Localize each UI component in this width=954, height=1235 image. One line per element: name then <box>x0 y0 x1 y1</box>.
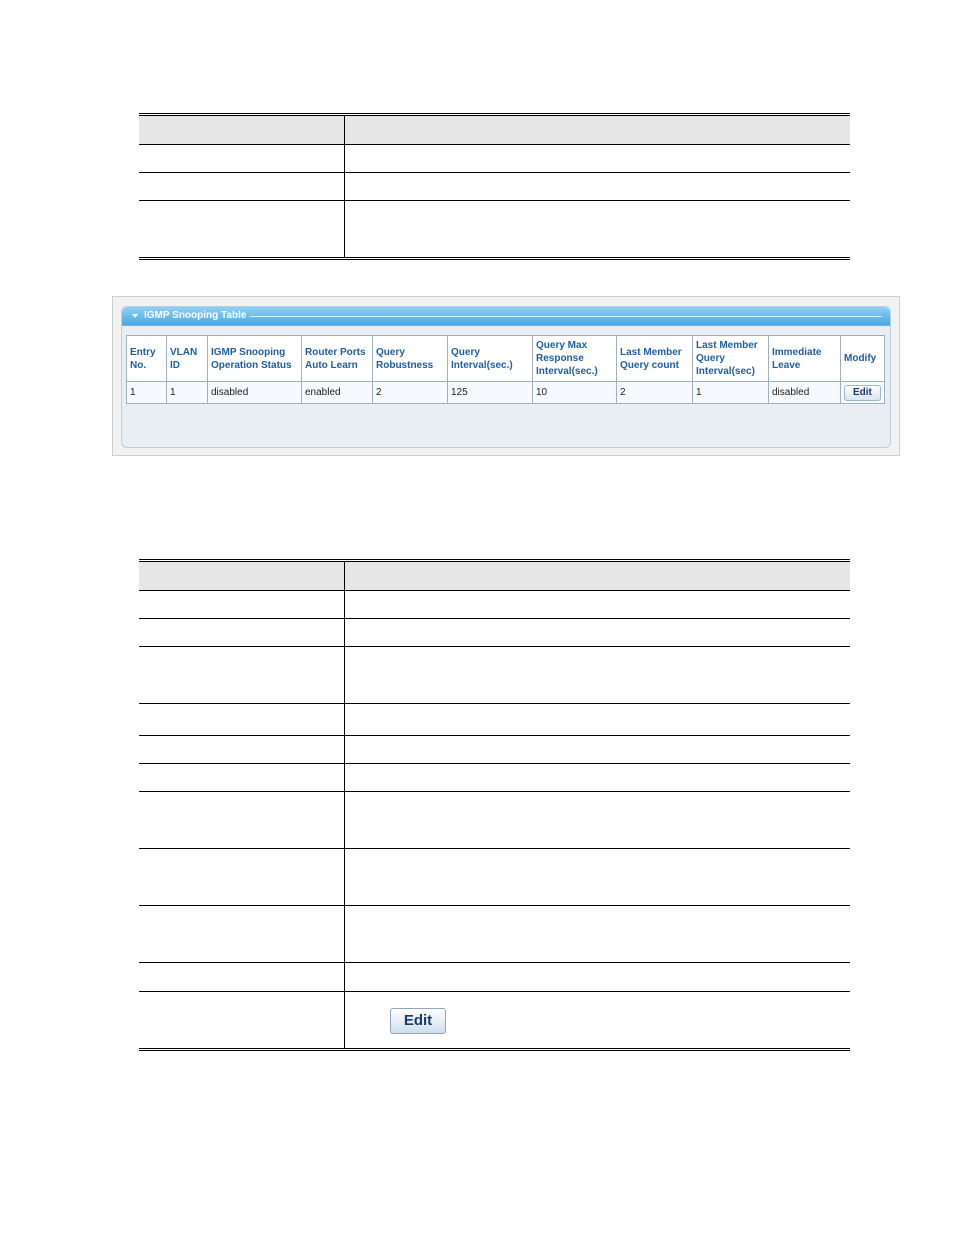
panel-header[interactable] <box>122 307 890 326</box>
col-vlan-id: VLAN ID <box>167 336 208 382</box>
table-row <box>127 382 885 404</box>
collapse-triangle-icon[interactable] <box>132 314 138 318</box>
header-cell-description <box>345 561 851 591</box>
bottom-description-table <box>139 559 850 1051</box>
col-entry-no: Entry No. <box>127 336 167 382</box>
table-row <box>139 704 850 736</box>
table-header-row <box>139 115 850 145</box>
table-row <box>139 849 850 906</box>
table-row <box>139 906 850 963</box>
table-row <box>139 201 850 259</box>
table-header-row <box>127 336 885 382</box>
cell-last-member-query-count: 2 <box>617 382 693 404</box>
table-row <box>139 145 850 173</box>
igmp-snooping-panel <box>112 296 900 456</box>
panel-title: IGMP Snooping Table <box>144 310 247 321</box>
edit-button-illustration: Edit <box>390 1008 446 1034</box>
col-query-max-response: Query Max Response Interval(sec.) <box>533 336 617 382</box>
cell-last-member-query-interval: 1 <box>693 382 769 404</box>
col-modify: Modify <box>841 336 885 382</box>
cell-query-robustness: 2 <box>373 382 448 404</box>
edit-button[interactable]: Edit <box>844 385 881 401</box>
header-cell-description <box>345 115 851 145</box>
cell-operation-status: disabled <box>208 382 302 404</box>
col-immediate-leave: Immediate Leave <box>769 336 841 382</box>
table-row <box>139 792 850 849</box>
table-row <box>139 764 850 792</box>
top-description-table <box>139 113 850 260</box>
header-cell-object <box>139 115 345 145</box>
col-query-interval: Query Interval(sec.) <box>448 336 533 382</box>
table-row <box>139 736 850 764</box>
table-row <box>139 647 850 704</box>
cell-query-interval: 125 <box>448 382 533 404</box>
cell-vlan-id: 1 <box>167 382 208 404</box>
table-row <box>139 963 850 992</box>
table-row <box>139 619 850 647</box>
table-header-row <box>139 561 850 591</box>
cell-immediate-leave: disabled <box>769 382 841 404</box>
table-row <box>139 173 850 201</box>
cell-router-ports-auto-learn: enabled <box>302 382 373 404</box>
col-router-ports-auto-learn: Router Ports Auto Learn <box>302 336 373 382</box>
col-last-member-query-count: Last Member Query count <box>617 336 693 382</box>
header-rule <box>250 316 882 317</box>
table-row <box>139 591 850 619</box>
header-cell-object <box>139 561 345 591</box>
igmp-snooping-table <box>126 335 885 404</box>
cell-modify <box>841 382 885 404</box>
table-row <box>139 992 850 1050</box>
col-operation-status: IGMP Snooping Operation Status <box>208 336 302 382</box>
cell-query-max-response: 10 <box>533 382 617 404</box>
col-last-member-query-interval: Last Member Query Interval(sec) <box>693 336 769 382</box>
cell-entry-no: 1 <box>127 382 167 404</box>
col-query-robustness: Query Robustness <box>373 336 448 382</box>
